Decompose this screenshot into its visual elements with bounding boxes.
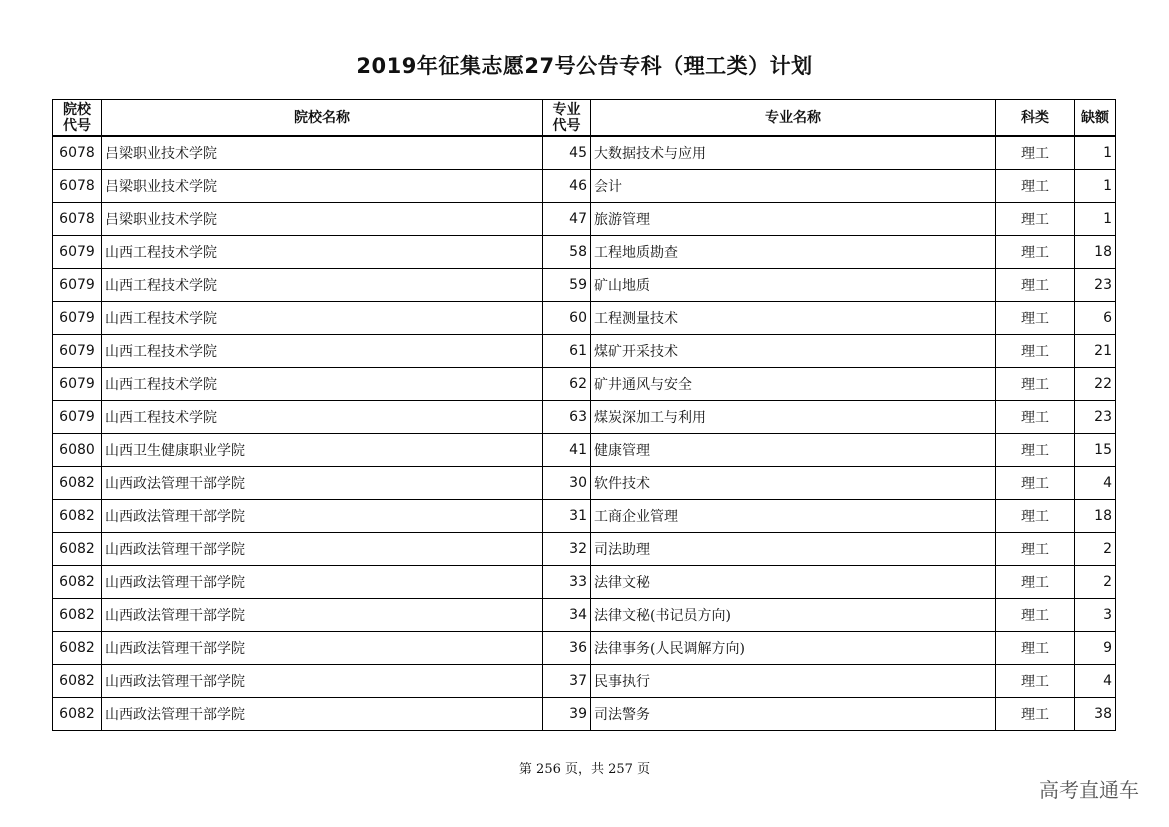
table-row xyxy=(53,632,1116,665)
cell-category: 理工 xyxy=(996,698,1075,731)
cell-vacancy: 21 xyxy=(1075,335,1116,368)
cell-major-name: 煤炭深加工与利用 xyxy=(591,401,996,434)
cell-school-code: 6082 xyxy=(53,500,102,533)
cell-category: 理工 xyxy=(996,302,1075,335)
header-school-code-line2: 代号 xyxy=(63,117,91,134)
cell-major-name: 矿山地质 xyxy=(591,269,996,302)
cell-major-name: 民事执行 xyxy=(591,665,996,698)
cell-school-code: 6082 xyxy=(53,467,102,500)
header-major-code-line2: 代号 xyxy=(552,117,581,134)
cell-major-name: 工程地质勘查 xyxy=(591,236,996,269)
table-row xyxy=(53,500,1116,533)
cell-school-code: 6079 xyxy=(53,368,102,401)
cell-major-code: 39 xyxy=(543,698,591,731)
cell-major-name: 工程测量技术 xyxy=(591,302,996,335)
header-major-code-line1: 专业 xyxy=(552,101,581,118)
table-row xyxy=(53,434,1116,467)
table-row xyxy=(53,665,1116,698)
cell-category: 理工 xyxy=(996,533,1075,566)
cell-major-name: 法律文秘 xyxy=(591,566,996,599)
cell-category: 理工 xyxy=(996,500,1075,533)
cell-vacancy: 2 xyxy=(1075,566,1116,599)
table-row xyxy=(53,467,1116,500)
cell-school-name: 山西政法管理干部学院 xyxy=(102,467,543,500)
cell-major-code: 61 xyxy=(543,335,591,368)
cell-school-code: 6079 xyxy=(53,269,102,302)
cell-school-code: 6082 xyxy=(53,632,102,665)
cell-category: 理工 xyxy=(996,368,1075,401)
cell-vacancy: 4 xyxy=(1075,467,1116,500)
cell-vacancy: 1 xyxy=(1075,203,1116,236)
table-header-row xyxy=(53,100,1116,137)
cell-category: 理工 xyxy=(996,599,1075,632)
header-major-code xyxy=(543,100,591,137)
cell-vacancy: 18 xyxy=(1075,500,1116,533)
cell-vacancy: 18 xyxy=(1075,236,1116,269)
cell-vacancy: 3 xyxy=(1075,599,1116,632)
watermark: 高考直通车 xyxy=(1039,778,1139,802)
cell-major-name: 法律文秘(书记员方向) xyxy=(591,599,996,632)
table-row xyxy=(53,698,1116,731)
cell-major-code: 30 xyxy=(543,467,591,500)
cell-major-code: 34 xyxy=(543,599,591,632)
cell-vacancy: 2 xyxy=(1075,533,1116,566)
cell-vacancy: 22 xyxy=(1075,368,1116,401)
header-school-code xyxy=(53,100,102,137)
table-row xyxy=(53,368,1116,401)
table-row xyxy=(53,170,1116,203)
table-row xyxy=(53,335,1116,368)
cell-category: 理工 xyxy=(996,467,1075,500)
cell-major-code: 41 xyxy=(543,434,591,467)
cell-major-name: 健康管理 xyxy=(591,434,996,467)
cell-school-name: 山西工程技术学院 xyxy=(102,368,543,401)
cell-school-code: 6082 xyxy=(53,665,102,698)
cell-category: 理工 xyxy=(996,335,1075,368)
cell-major-name: 旅游管理 xyxy=(591,203,996,236)
cell-major-code: 32 xyxy=(543,533,591,566)
cell-major-code: 60 xyxy=(543,302,591,335)
cell-major-code: 58 xyxy=(543,236,591,269)
table-row xyxy=(53,136,1116,170)
cell-vacancy: 15 xyxy=(1075,434,1116,467)
cell-school-code: 6082 xyxy=(53,698,102,731)
table-row xyxy=(53,236,1116,269)
cell-category: 理工 xyxy=(996,401,1075,434)
cell-major-name: 矿井通风与安全 xyxy=(591,368,996,401)
cell-vacancy: 23 xyxy=(1075,269,1116,302)
cell-major-code: 59 xyxy=(543,269,591,302)
cell-major-name: 会计 xyxy=(591,170,996,203)
cell-major-name: 软件技术 xyxy=(591,467,996,500)
cell-major-code: 45 xyxy=(543,136,591,170)
cell-school-name: 山西政法管理干部学院 xyxy=(102,632,543,665)
cell-category: 理工 xyxy=(996,136,1075,170)
cell-school-name: 山西工程技术学院 xyxy=(102,236,543,269)
cell-major-code: 47 xyxy=(543,203,591,236)
cell-major-name: 法律事务(人民调解方向) xyxy=(591,632,996,665)
cell-vacancy: 1 xyxy=(1075,136,1116,170)
cell-vacancy: 4 xyxy=(1075,665,1116,698)
plan-table xyxy=(52,99,1116,731)
cell-school-code: 6082 xyxy=(53,599,102,632)
cell-school-name: 山西政法管理干部学院 xyxy=(102,599,543,632)
cell-major-code: 36 xyxy=(543,632,591,665)
table-row xyxy=(53,533,1116,566)
table-row xyxy=(53,566,1116,599)
cell-school-name: 山西工程技术学院 xyxy=(102,401,543,434)
cell-school-code: 6078 xyxy=(53,136,102,170)
cell-major-code: 37 xyxy=(543,665,591,698)
cell-vacancy: 1 xyxy=(1075,170,1116,203)
cell-major-name: 大数据技术与应用 xyxy=(591,136,996,170)
cell-school-name: 山西工程技术学院 xyxy=(102,335,543,368)
cell-school-name: 山西政法管理干部学院 xyxy=(102,665,543,698)
cell-major-code: 62 xyxy=(543,368,591,401)
table-row xyxy=(53,599,1116,632)
cell-school-code: 6082 xyxy=(53,566,102,599)
page-number: 第 256 页，共 257 页 xyxy=(518,762,651,777)
table-row xyxy=(53,203,1116,236)
cell-major-code: 31 xyxy=(543,500,591,533)
cell-major-code: 63 xyxy=(543,401,591,434)
cell-major-name: 工商企业管理 xyxy=(591,500,996,533)
cell-category: 理工 xyxy=(996,236,1075,269)
cell-school-code: 6078 xyxy=(53,170,102,203)
header-category: 科类 xyxy=(996,100,1075,137)
cell-school-code: 6078 xyxy=(53,203,102,236)
cell-school-name: 山西工程技术学院 xyxy=(102,269,543,302)
cell-major-name: 司法警务 xyxy=(591,698,996,731)
cell-category: 理工 xyxy=(996,269,1075,302)
cell-major-name: 煤矿开采技术 xyxy=(591,335,996,368)
cell-school-name: 山西政法管理干部学院 xyxy=(102,566,543,599)
table-row xyxy=(53,302,1116,335)
cell-school-code: 6079 xyxy=(53,401,102,434)
header-vacancy: 缺额 xyxy=(1075,100,1116,137)
table-row xyxy=(53,269,1116,302)
cell-school-name: 吕梁职业技术学院 xyxy=(102,203,543,236)
cell-vacancy: 23 xyxy=(1075,401,1116,434)
cell-school-name: 山西政法管理干部学院 xyxy=(102,533,543,566)
cell-school-code: 6080 xyxy=(53,434,102,467)
cell-school-code: 6079 xyxy=(53,335,102,368)
cell-school-code: 6079 xyxy=(53,302,102,335)
cell-major-code: 46 xyxy=(543,170,591,203)
cell-vacancy: 38 xyxy=(1075,698,1116,731)
header-school-name: 院校名称 xyxy=(102,100,543,137)
cell-school-name: 山西工程技术学院 xyxy=(102,302,543,335)
cell-major-code: 33 xyxy=(543,566,591,599)
cell-category: 理工 xyxy=(996,665,1075,698)
cell-category: 理工 xyxy=(996,203,1075,236)
header-school-code-line1: 院校 xyxy=(63,101,91,118)
cell-school-name: 山西政法管理干部学院 xyxy=(102,500,543,533)
cell-vacancy: 9 xyxy=(1075,632,1116,665)
cell-category: 理工 xyxy=(996,434,1075,467)
cell-school-name: 山西政法管理干部学院 xyxy=(102,698,543,731)
cell-category: 理工 xyxy=(996,170,1075,203)
table-row xyxy=(53,401,1116,434)
cell-school-code: 6082 xyxy=(53,533,102,566)
page-title: 2019年征集志愿27号公告专科（理工类）计划 xyxy=(356,54,813,78)
cell-category: 理工 xyxy=(996,632,1075,665)
cell-category: 理工 xyxy=(996,566,1075,599)
cell-major-name: 司法助理 xyxy=(591,533,996,566)
cell-school-name: 山西卫生健康职业学院 xyxy=(102,434,543,467)
cell-vacancy: 6 xyxy=(1075,302,1116,335)
cell-school-name: 吕梁职业技术学院 xyxy=(102,170,543,203)
cell-school-name: 吕梁职业技术学院 xyxy=(102,136,543,170)
header-major-name: 专业名称 xyxy=(591,100,996,137)
cell-school-code: 6079 xyxy=(53,236,102,269)
